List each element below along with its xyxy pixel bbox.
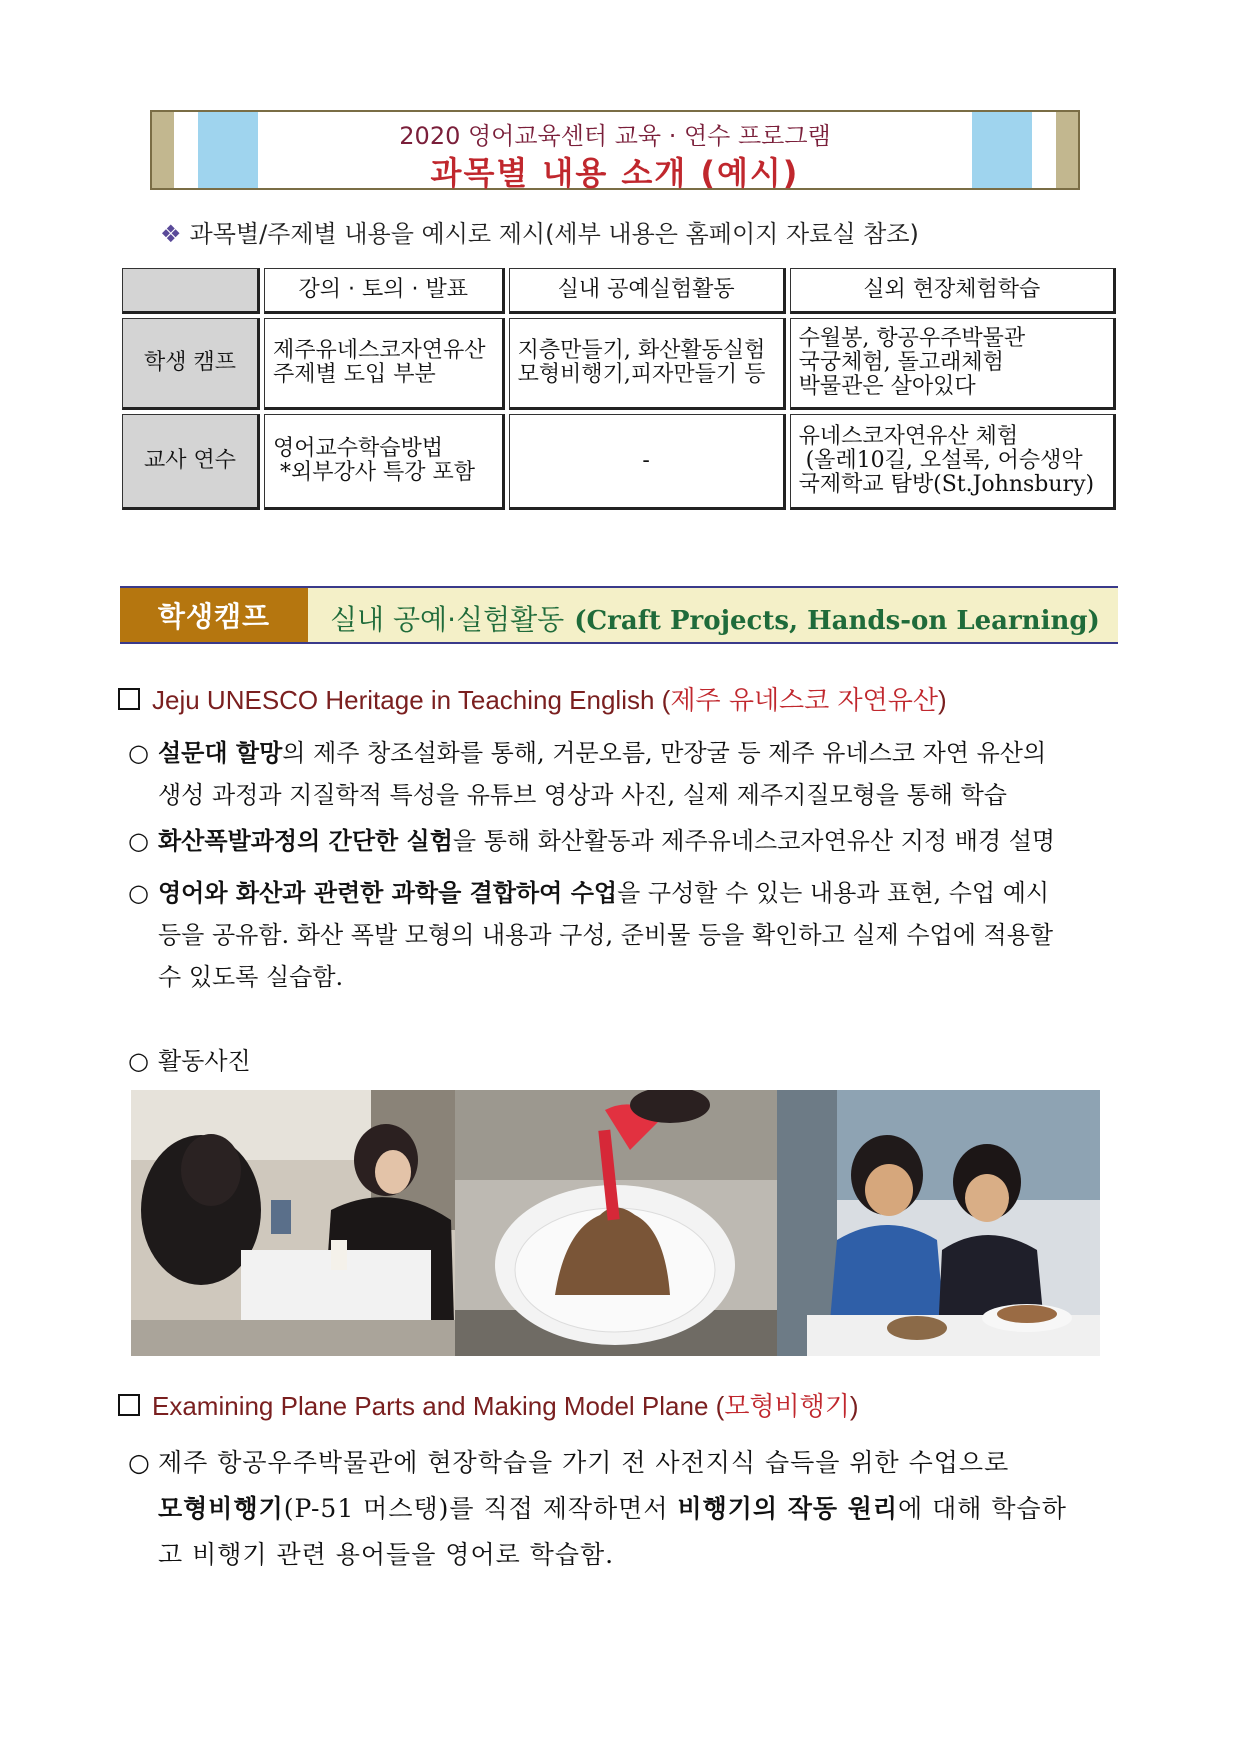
- cell-line: 모형비행기,피자만들기 등: [517, 362, 766, 387]
- cell-line: 주제별 도입 부분: [273, 362, 436, 387]
- item-continuation: 고 비행기 관련 용어들을 영어로 학습함.: [158, 1540, 615, 1569]
- page-title: 과목별 내용 소개 (예시): [430, 154, 800, 192]
- intro-note-text: 과목별/주제별 내용을 예시로 제시(세부 내용은 홈페이지 자료실 참조): [189, 220, 919, 248]
- banner-tag: 학생캠프: [120, 588, 308, 642]
- list-item: [128, 872, 1120, 998]
- table-cell: [790, 414, 1116, 510]
- table-cell: [264, 414, 505, 510]
- table-row: [122, 318, 1116, 410]
- section-title-close: ): [849, 1391, 859, 1421]
- item-continuation: 등을 공유함. 화산 폭발 모형의 내용과 구성, 준비물 등을 확인하고 실제 수업에 적용할: [158, 921, 1054, 949]
- item-text: 을 통해 화산활동과 제주유네스코자연유산 지정 배경 설명: [452, 827, 1056, 855]
- circle-bullet-icon: ○: [128, 1047, 149, 1075]
- banner-title-en: (Craft Projects, Hands-on Learning): [574, 606, 1100, 636]
- section-banner: [120, 586, 1118, 644]
- program-title: 2020 영어교육센터 교육 · 연수 프로그램: [399, 122, 831, 150]
- section-title-jeju: [118, 680, 947, 717]
- photo-label: [128, 1040, 1120, 1082]
- intro-note: [160, 214, 919, 249]
- section-title-kr: 모형비행기: [724, 1392, 850, 1422]
- column-header: 실내 공예실험활동: [509, 268, 786, 314]
- circle-bullet-icon: ○: [128, 1448, 151, 1477]
- cell-line: (올레10길, 오설록, 어승생악: [798, 448, 1083, 473]
- section-title-en: Jeju UNESCO Heritage in Teaching English (: [152, 685, 671, 715]
- item-text: 제주 항공우주박물관에 현장학습을 가기 전 사전지식 습득을 위한 수업으로: [158, 1448, 1010, 1477]
- title-box: [150, 110, 1080, 190]
- table-cell: [509, 318, 786, 410]
- column-header: 강의 · 토의 · 발표: [264, 268, 505, 314]
- table-row: [122, 414, 1116, 510]
- overview-table: [118, 264, 1120, 514]
- circle-bullet-icon: ○: [128, 739, 149, 767]
- cell-line: 박물관은 살아있다: [798, 374, 976, 399]
- table-corner-cell: [122, 268, 260, 314]
- activity-photo-2: [455, 1090, 777, 1356]
- cell-line: 지층만들기, 화산활동실험: [517, 338, 766, 363]
- item-emphasis: 화산폭발과정의 간단한 실험: [158, 826, 453, 855]
- table-cell: [509, 414, 786, 510]
- cell-line: 수월봉, 항공우주박물관: [798, 326, 1026, 351]
- item-text: 에 대해 학습하: [898, 1494, 1067, 1523]
- cell-line: *외부강사 특강 포함: [273, 460, 475, 485]
- item-continuation: [128, 1486, 1120, 1532]
- row-label: 교사 연수: [122, 414, 260, 510]
- banner-title-kr: 실내 공예·실험활동: [330, 603, 565, 636]
- photo-label-text: 활동사진: [158, 1047, 251, 1075]
- photo-volcano-model: [455, 1090, 777, 1356]
- circle-bullet-icon: ○: [128, 827, 149, 855]
- item-continuation: 수 있도록 실습함.: [158, 963, 344, 991]
- item-continuation: 생성 과정과 지질학적 특성을 유튜브 영상과 사진, 실제 제주지질모형을 통해 학습: [158, 781, 1007, 809]
- item-text: 의 제주 창조설화를 통해, 거문오름, 만장굴 등 제주 유네스코 자연 유산의: [282, 739, 1047, 767]
- cell-line: 유네스코자연유산 체험: [798, 424, 1019, 449]
- item-text: 을 구성할 수 있는 내용과 표현, 수업 예시: [617, 879, 1050, 907]
- item-text: (P-51 머스탱)를 직접 제작하면서: [283, 1494, 678, 1523]
- activity-photo-3: [777, 1090, 1100, 1356]
- item-emphasis: 설문대 할망: [158, 738, 283, 767]
- photo-students-table: [131, 1090, 455, 1356]
- section-title-kr: 제주 유네스코 자연유산: [670, 686, 939, 716]
- circle-bullet-icon: ○: [128, 879, 149, 907]
- item-emphasis: 영어와 화산과 관련한 과학을 결합하여 수업: [158, 878, 618, 907]
- list-item: [128, 820, 1120, 862]
- table-header-row: [122, 268, 1116, 314]
- cell-line: 제주유네스코자연유산: [273, 338, 486, 363]
- row-label: 학생 캠프: [122, 318, 260, 410]
- table-cell: [264, 318, 505, 410]
- activity-photo-1: [131, 1090, 455, 1356]
- table-cell: [790, 318, 1116, 410]
- cell-line: 국제학교 탐방(St.Johnsbury): [798, 472, 1095, 497]
- section-title-plane: [118, 1386, 859, 1423]
- checkbox-square-icon: [118, 688, 140, 710]
- list-item: [128, 732, 1120, 816]
- photo-students-pizza: [777, 1090, 1100, 1356]
- list-item: [128, 1440, 1120, 1578]
- cell-line: 국궁체험, 돌고래체험: [798, 350, 1004, 375]
- section-title-close: ): [938, 685, 947, 715]
- diamond-bullet-icon: ❖: [160, 220, 182, 248]
- banner-title: [330, 598, 1100, 638]
- section-title-en: Examining Plane Parts and Making Model Plane (: [152, 1391, 725, 1421]
- cell-line: -: [642, 448, 650, 473]
- column-header: 실외 현장체험학습: [790, 268, 1116, 314]
- item-emphasis: 비행기의 작동 원리: [677, 1494, 899, 1523]
- cell-line: 영어교수학습방법: [273, 436, 444, 461]
- item-emphasis: 모형비행기: [158, 1494, 284, 1523]
- checkbox-square-icon: [118, 1394, 140, 1416]
